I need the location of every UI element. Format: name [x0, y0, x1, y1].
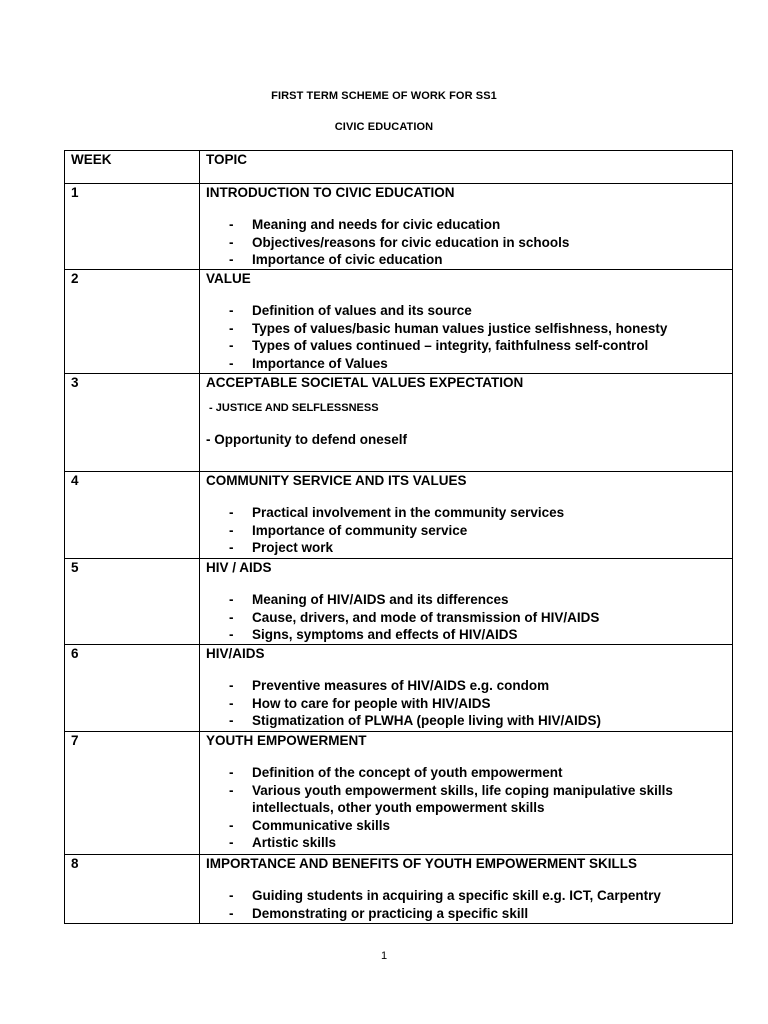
week-number: 1 — [65, 184, 200, 270]
list-item: - Project work — [227, 539, 726, 557]
topic-title: ACCEPTABLE SOCIETAL VALUES EXPECTATION — [206, 375, 524, 390]
week-topic-cell — [200, 732, 733, 855]
week-number: 7 — [65, 732, 200, 855]
list-item: - Importance of civic education — [227, 251, 726, 269]
list-item: - Definition of values and its source — [227, 302, 726, 320]
table-row — [65, 645, 733, 732]
list-item: - Importance of community service — [227, 522, 726, 540]
subtopic-line: - Opportunity to defend oneself — [206, 431, 407, 447]
week-number: 8 — [65, 855, 200, 924]
table-row — [65, 732, 733, 855]
subtopic-list — [206, 887, 726, 922]
week-number: 5 — [65, 559, 200, 645]
table-header-row — [65, 151, 733, 184]
list-item: - Preventive measures of HIV/AIDS e.g. condom — [227, 677, 726, 695]
list-item: - Importance of Values — [227, 355, 726, 373]
topic-title: IMPORTANCE AND BENEFITS OF YOUTH EMPOWERMENT SKILLS — [206, 856, 638, 871]
list-item: - Guiding students in acquiring a specific skill e.g. ICT, Carpentry — [227, 887, 726, 905]
topic-title: VALUE — [206, 271, 251, 286]
week-number: 6 — [65, 645, 200, 732]
table-row — [65, 472, 733, 559]
table-row — [65, 374, 733, 472]
subtopic-list — [206, 764, 726, 852]
document-title: FIRST TERM SCHEME OF WORK FOR SS1 — [271, 90, 497, 102]
page-number: 1 — [380, 950, 388, 962]
list-item: - Meaning and needs for civic education — [227, 216, 726, 234]
topic-title: YOUTH EMPOWERMENT — [206, 733, 367, 748]
list-item: - Demonstrating or practicing a specific skill — [227, 905, 726, 923]
subtopic-list — [206, 591, 726, 644]
subtopic-line: - JUSTICE AND SELFLESSNESS — [206, 402, 379, 414]
list-item: - Stigmatization of PLWHA (people living with HIV/AIDS) — [227, 712, 726, 730]
week-topic-cell — [200, 374, 733, 472]
subtopic-list — [206, 216, 726, 269]
topic-title: HIV / AIDS — [206, 560, 272, 575]
table-row — [65, 270, 733, 374]
week-topic-cell — [200, 270, 733, 374]
document-subtitle: CIVIC EDUCATION — [334, 121, 434, 133]
list-item: - Signs, symptoms and effects of HIV/AIDS — [227, 626, 726, 644]
list-item: - Meaning of HIV/AIDS and its differences — [227, 591, 726, 609]
list-item: - Cause, drivers, and mode of transmission of HIV/AIDS — [227, 609, 726, 627]
list-item: - Types of values/basic human values justice selfishness, honesty — [227, 320, 726, 338]
week-topic-cell — [200, 184, 733, 270]
topic-title: COMMUNITY SERVICE AND ITS VALUES — [206, 473, 467, 488]
list-item: - Objectives/reasons for civic education in schools — [227, 234, 726, 252]
table-row — [65, 184, 733, 270]
list-item: - Types of values continued – integrity, faithfulness self-control — [227, 337, 726, 355]
table-row — [65, 855, 733, 924]
list-item: - Various youth empowerment skills, life coping manipulative skills intellectuals, other youth empowerment skills — [227, 782, 726, 817]
scheme-table — [64, 150, 733, 924]
week-topic-cell — [200, 855, 733, 924]
list-item: - How to care for people with HIV/AIDS — [227, 695, 726, 713]
week-topic-cell — [200, 645, 733, 732]
week-number: 4 — [65, 472, 200, 559]
list-item: - Definition of the concept of youth empowerment — [227, 764, 726, 782]
topic-title: INTRODUCTION TO CIVIC EDUCATION — [206, 185, 455, 200]
week-topic-cell — [200, 472, 733, 559]
table-row — [65, 559, 733, 645]
week-number: 2 — [65, 270, 200, 374]
week-topic-cell — [200, 559, 733, 645]
subtopic-list — [206, 504, 726, 557]
list-item: - Communicative skills — [227, 817, 726, 835]
week-number: 3 — [65, 374, 200, 472]
topic-title: HIV/AIDS — [206, 646, 265, 661]
header-week: WEEK — [65, 151, 200, 184]
list-item: - Artistic skills — [227, 834, 726, 852]
header-topic: TOPIC — [200, 151, 733, 184]
list-item: - Practical involvement in the community services — [227, 504, 726, 522]
subtopic-list — [206, 677, 726, 730]
subtopic-list — [206, 302, 726, 372]
